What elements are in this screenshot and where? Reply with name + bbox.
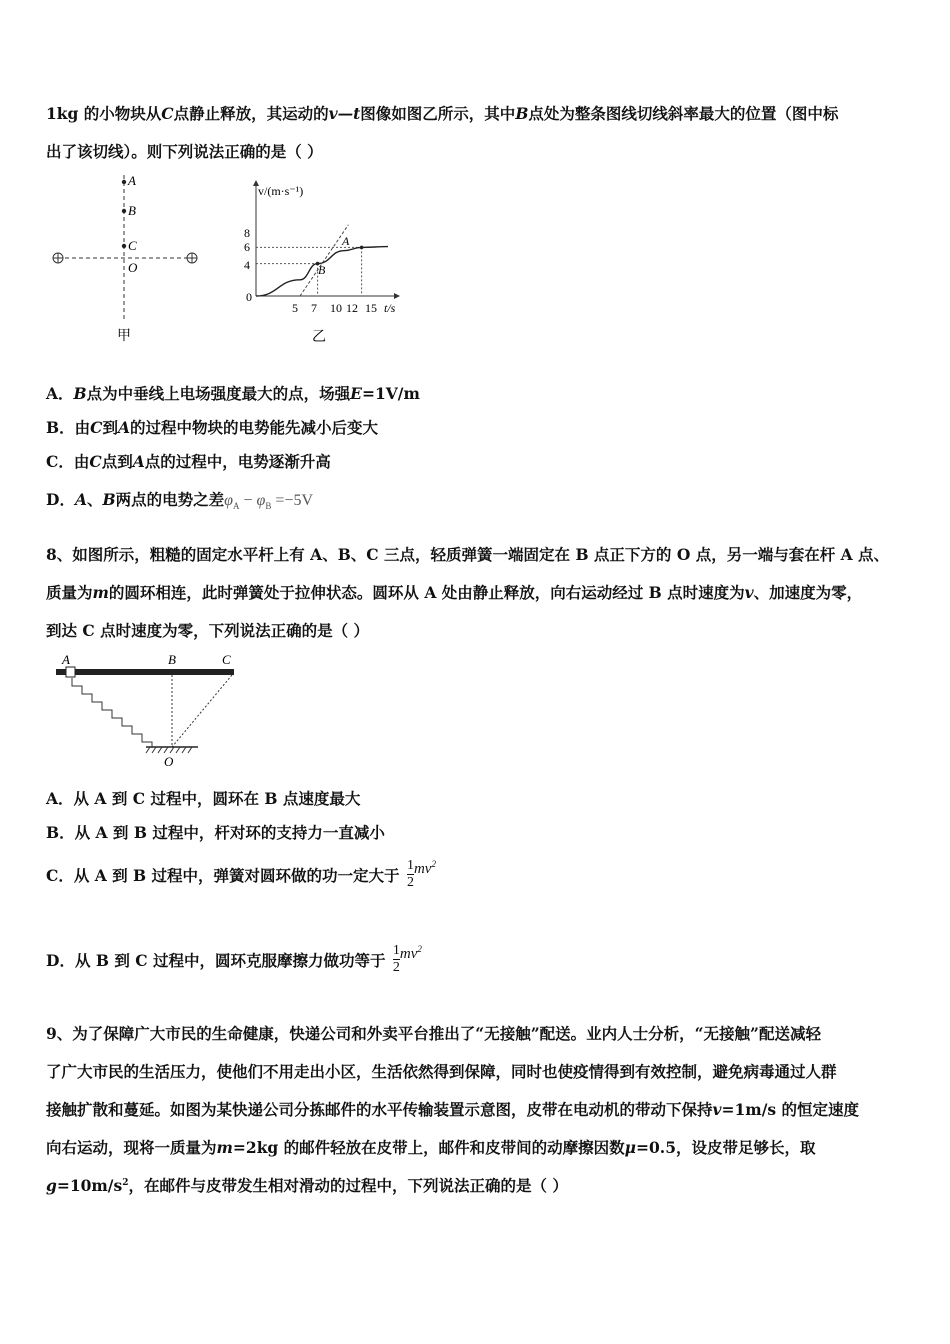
mv-squared: $mv^2$	[399, 943, 422, 962]
vt-plot	[256, 225, 388, 296]
rod-label-b: B	[168, 652, 176, 667]
diagonal-dotted-line	[172, 675, 232, 747]
q9-stem-line4: 向右运动，现将一质量为m=2kg 的邮件轻放在皮带上，邮件和皮带间的动摩擦因数μ=0.5，设皮带足够长，取	[46, 1138, 816, 1157]
q7-option-d: D．A、B两点的电势之差$\varphi_A - \varphi_B =-5V$	[46, 490, 313, 512]
fraction-one-half: $\frac{1}{2}$	[392, 943, 400, 975]
x-axis-label: t/s	[384, 301, 396, 315]
q7-figure-jia	[46, 170, 206, 350]
ground-hatch	[146, 747, 192, 753]
q7-stem-line1: 1kg 的小物块从C点静止释放，其运动的v—t图像如图乙所示，其中B点处为整条图线切线斜率最大的位置（图中标	[46, 104, 839, 123]
x-tick-7: 7	[311, 301, 317, 315]
caption-jia: 甲	[117, 329, 131, 344]
y-tick-4: 4	[244, 258, 250, 272]
curve-point-a: A	[342, 234, 350, 248]
q8-figure	[50, 650, 250, 770]
q7-stem-line2: 出了该切线）。则下列说法正确的是（ ）	[46, 142, 323, 161]
y-tick-8: 8	[244, 226, 250, 240]
label-o: O	[128, 260, 138, 275]
origin-label: 0	[246, 290, 252, 304]
y-axis-label: v/(m·s⁻¹)	[258, 184, 304, 198]
q8-option-d: D．从 B 到 C 过程中，圆环克服摩擦力做功等于 $\frac{1}{2}$ $mv^2$	[46, 943, 422, 975]
ring	[66, 667, 75, 677]
x-tick-15: 15	[365, 301, 377, 315]
q8-stem-line3: 到达 C 点时速度为零，下列说法正确的是（ ）	[46, 621, 370, 640]
point-a-dot	[122, 180, 126, 184]
y-tick-6: 6	[244, 240, 250, 254]
positive-charge-right	[187, 253, 197, 263]
label-b: B	[128, 203, 136, 218]
fixed-point-o: O	[164, 754, 174, 769]
q7-option-a: A．B点为中垂线上电场强度最大的点，场强E=1V/m	[46, 384, 420, 403]
q8-option-a: A．从 A 到 C 过程中，圆环在 B 点速度最大	[46, 789, 361, 808]
fraction-one-half: $\frac{1}{2}$	[406, 858, 414, 890]
q8-stem-line1: 8、如图所示，粗糙的固定水平杆上有 A、B、C 三点，轻质弹簧一端固定在 B 点正下方的 O 点，另一端与套在杆 A 点、	[46, 545, 890, 564]
spring	[72, 678, 170, 747]
horizontal-rod	[56, 669, 234, 675]
q9-stem-line1: 9、为了保障广大市民的生命健康，快递公司和外卖平台推出了“无接触”配送。业内人士分析，“无接触”配送减轻	[46, 1024, 821, 1043]
x-tick-5: 5	[292, 301, 298, 315]
point-c-dot	[122, 244, 126, 248]
q7-figure-yi	[232, 175, 422, 350]
q9-stem-line5: $g=10m/s^2$，在邮件与皮带发生相对滑动的过程中，下列说法正确的是（ ）	[46, 1176, 568, 1195]
potential-difference-formula: $\varphi_A - \varphi_B =-5V$	[224, 492, 313, 512]
q8-option-b: B．从 A 到 B 过程中，杆对环的支持力一直减小	[46, 823, 385, 842]
x-tick-12: 12	[346, 301, 358, 315]
positive-charge-left	[53, 253, 63, 263]
q7-option-b: B．由C到A的过程中物块的电势能先减小后变大	[46, 418, 379, 437]
curve-point-b: B	[318, 263, 326, 277]
q9-stem-line3: 接触扩散和蔓延。如图为某快递公司分拣邮件的水平传输装置示意图，皮带在电动机的带动下保持v=1m/s 的恒定速度	[46, 1100, 859, 1119]
q8-option-c: C．从 A 到 B 过程中，弹簧对圆环做的功一定大于 $\frac{1}{2}$ $mv^2$	[46, 858, 436, 890]
mv-squared: $mv^2$	[413, 858, 436, 877]
q8-stem-line2: 质量为m的圆环相连，此时弹簧处于拉伸状态。圆环从 A 处由静止释放，向右运动经过 B 点时速度为v、加速度为零，	[46, 583, 863, 602]
caption-yi: 乙	[312, 330, 326, 345]
q9-stem-line2: 了广大市民的生活压力，使他们不用走出小区，生活依然得到保障，同时也使疫情得到有效控制，避免病毒通过人群	[46, 1062, 837, 1081]
rod-label-c: C	[222, 652, 231, 667]
q7-option-c: C．由C点到A点的过程中，电势逐渐升高	[46, 452, 331, 471]
label-c: C	[128, 238, 137, 253]
vt-point-a	[360, 246, 364, 250]
rod-label-a: A	[62, 652, 70, 667]
x-tick-10: 10	[330, 301, 342, 315]
label-a: A	[128, 173, 136, 188]
point-b-dot	[122, 209, 126, 213]
